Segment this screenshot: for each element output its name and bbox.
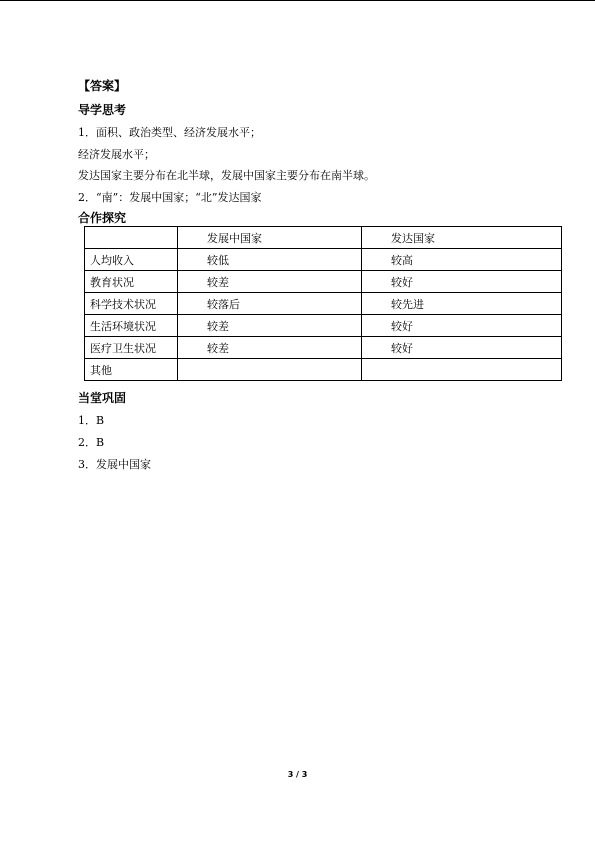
table-cell	[178, 359, 362, 381]
table-cell: 较差	[178, 271, 362, 293]
table-cell: 教育状况	[85, 271, 178, 293]
table-cell: 较低	[178, 249, 362, 271]
table-cell: 较高	[362, 249, 562, 271]
table-cell: 较好	[362, 337, 562, 359]
answer-line: 发达国家主要分布在北半球，发展中国家主要分布在南半球。	[78, 169, 375, 182]
answer-heading: 【答案】	[78, 79, 127, 93]
table-row	[85, 271, 562, 293]
page-top-rule	[0, 0, 595, 1]
table-cell: 较差	[178, 337, 362, 359]
section-heading-cooperative-inquiry: 合作探究	[78, 211, 127, 225]
table-cell: 人均收入	[85, 249, 178, 271]
answer-line: 2．“南”：发展中国家；“北”发达国家	[78, 191, 262, 204]
section-heading-in-class-review: 当堂巩固	[78, 391, 127, 405]
answer-line: 经济发展水平；	[78, 148, 155, 161]
answer-line: 2．B	[78, 436, 105, 449]
table-cell: 较好	[362, 315, 562, 337]
table-header-row	[85, 227, 562, 249]
table-cell: 其他	[85, 359, 178, 381]
table-cell: 较落后	[178, 293, 362, 315]
table-cell: 医疗卫生状况	[85, 337, 178, 359]
page-number: 3 / 3	[287, 770, 308, 779]
table-header-cell: 发展中国家	[178, 227, 362, 249]
table-cell	[362, 359, 562, 381]
answer-line: 3．发展中国家	[78, 458, 151, 471]
table-cell: 科学技术状况	[85, 293, 178, 315]
comparison-table	[84, 226, 562, 381]
table-cell: 生活环境状况	[85, 315, 178, 337]
table-row	[85, 249, 562, 271]
table-header-cell: 发达国家	[362, 227, 562, 249]
table-row	[85, 315, 562, 337]
table-row	[85, 359, 562, 381]
table-row	[85, 293, 562, 315]
table-row	[85, 337, 562, 359]
table-cell: 较好	[362, 271, 562, 293]
answer-line: 1．面积、政治类型、经济发展水平；	[78, 126, 261, 139]
table-cell: 较差	[178, 315, 362, 337]
table-cell: 较先进	[362, 293, 562, 315]
answer-line: 1．B	[78, 414, 105, 427]
section-heading-guided-thinking: 导学思考	[78, 103, 127, 117]
table-header-cell	[85, 227, 178, 249]
